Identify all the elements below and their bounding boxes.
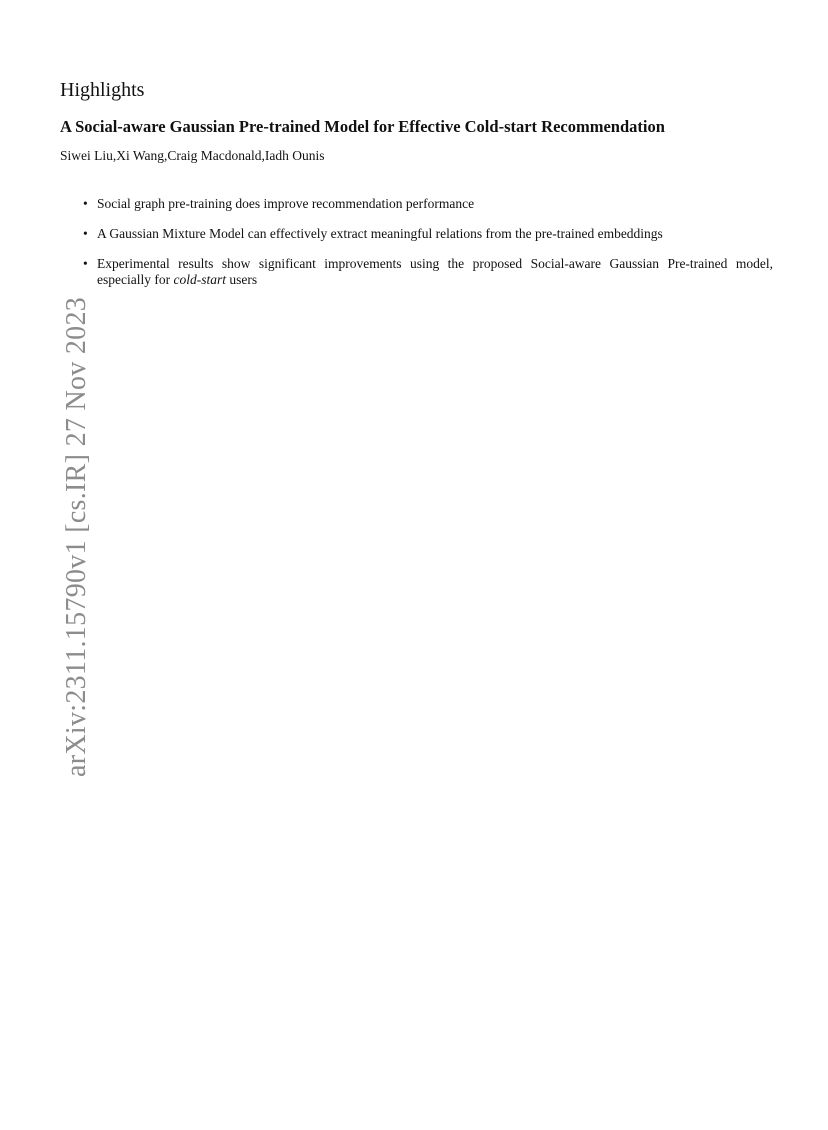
highlight-text-tail: users <box>225 272 258 287</box>
highlight-item <box>83 256 773 288</box>
highlight-text: Experimental results show significant improvements using the proposed Social-aware Gaussian Pre-trained model, especially for <box>97 256 773 287</box>
highlight-text: A Gaussian Mixture Model can effectively extract meaningful relations from the pre-trained embeddings <box>97 226 663 241</box>
highlights-list <box>83 196 773 302</box>
highlight-item <box>83 226 773 242</box>
section-title: Highlights <box>60 79 145 101</box>
highlight-item <box>83 196 773 212</box>
arxiv-identifier-stamp: arXiv:2311.15790v1 [cs.IR] 27 Nov 2023 <box>61 296 92 777</box>
highlight-emphasis: cold-start <box>173 272 226 287</box>
author-list: Siwei Liu,Xi Wang,Craig Macdonald,Iadh Ounis <box>60 148 325 163</box>
bullet-icon: • <box>83 226 88 241</box>
bullet-icon: • <box>83 256 88 271</box>
highlight-text: Social graph pre-training does improve recommendation performance <box>97 196 475 211</box>
paper-title: A Social-aware Gaussian Pre-trained Model for Effective Cold-start Recommendation <box>60 117 665 136</box>
bullet-icon: • <box>83 196 88 211</box>
